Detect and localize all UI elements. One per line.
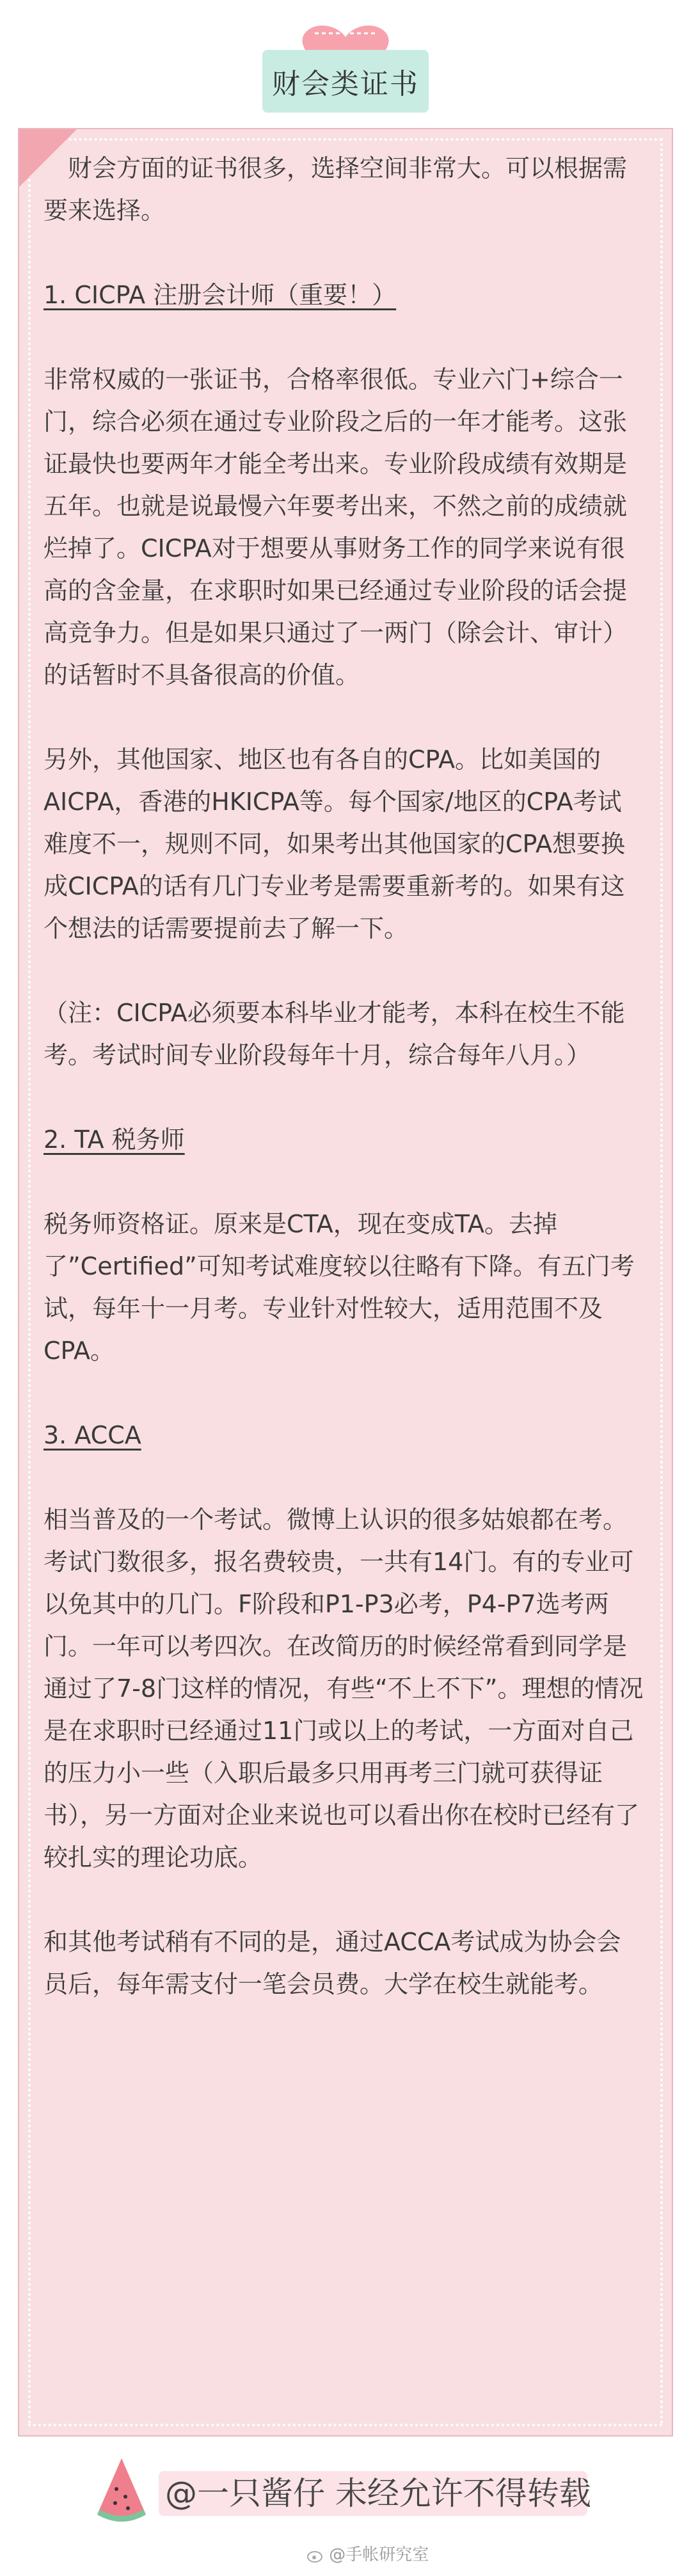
paragraph: 另外，其他国家、地区也有各自的CPA。比如美国的AICPA，香港的HKICPA等。每个国家/地区的CPA考试难度不一，规则不同，如果考出其他国家的CPA想要换成CICPA的话有几门专业考是需要重新考的。如果有这个想法的话需要提前去了解一下。 xyxy=(44,745,626,942)
paragraph: 税务师资格证。原来是CTA，现在变成TA。去掉了”Certified”可知考试难度较以往略有下降。有五门考试，每年十一月考。专业针对性较大，适用范围不及CPA。 xyxy=(44,1210,635,1365)
weibo-icon xyxy=(307,2548,324,2563)
article-body xyxy=(44,147,645,2047)
page-title: 财会类证书 xyxy=(262,50,429,113)
intro-paragraph: 财会方面的证书很多，选择空间非常大。可以根据需要来选择。 xyxy=(44,154,628,225)
watermark-text: @一只酱仔 未经允许不得转载 xyxy=(159,2471,587,2516)
paragraph: 和其他考试稍有不同的是，通过ACCA考试成为协会会员后，每年需支付一笔会员费。大学在校生就能考。 xyxy=(44,1928,621,1998)
section-heading-ta: 2. TA 税务师 xyxy=(44,1125,185,1154)
paragraph: 相当普及的一个考试。微博上认识的很多姑娘都在考。考试门数很多，报名费较贵，一共有14门。有的专业可以免其中的几门。F阶段和P1-P3必考，P4-P7选考两门。一年可以考四次。在改简历的时候经常看到同学是通过了7-8门这样的情况，有些“不上不下”。理想的情况是在求职时已经通过11门或以上的考试，一方面对自己的压力小一些（入职后最多只用再考三门就可获得证书），另一方面对企业来说也可以看出你在校时已经有了较扎实的理论功底。 xyxy=(44,1506,644,1872)
note-paragraph: （注：CICPA必须要本科毕业才能考，本科在校生不能考。考试时间专业阶段每年十月，综合每年八月。） xyxy=(44,999,625,1069)
weibo-credit xyxy=(307,2541,429,2565)
watermelon-icon xyxy=(96,2457,147,2527)
footer xyxy=(0,2444,691,2576)
weibo-credit-text: @手帐研究室 xyxy=(329,2545,429,2564)
paragraph: 非常权威的一张证书，合格率很低。专业六门+综合一门，综合必须在通过专业阶段之后的一年才能考。这张证最快也要两年才能全考出来。专业阶段成绩有效期是五年。也就是说最慢六年要考出来，不然之前的成绩就烂掉了。CICPA对于想要从事财务工作的同学来说有很高的含金量，在求职时如果已经通过专业阶段的话会提高竞争力。但是如果只通过了一两门（除会计、审计）的话暂时不具备很高的价值。 xyxy=(44,365,628,689)
section-heading-cicpa: 1. CICPA 注册会计师（重要！） xyxy=(44,281,397,309)
section-heading-acca: 3. ACCA xyxy=(44,1421,141,1449)
header xyxy=(0,0,691,128)
